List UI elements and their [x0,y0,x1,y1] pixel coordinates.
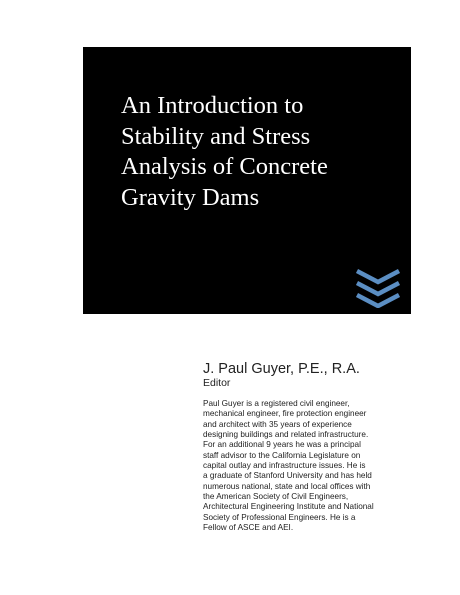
triple-chevron-down-icon [355,268,401,308]
author-name: J. Paul Guyer, P.E., R.A. [203,361,360,377]
bio-line: Society of Professional Engineers. He is a [203,512,356,522]
bio-line: capital outlay and infrastructure issues. He is [203,461,366,471]
title-line: Gravity Dams [121,183,260,211]
book-title [121,91,401,213]
bio-line: Architectural Engineering Institute and National [203,502,374,512]
cover-panel [83,47,411,314]
bio-line: staff advisor to the California Legislature on [203,450,361,460]
title-line: Analysis of Concrete [121,153,328,180]
bio-line: mechanical engineer, fire protection engineer [203,409,367,419]
author-bio [203,399,418,533]
author-role: Editor [203,377,231,389]
bio-line: numerous national, state and local offices with [203,481,371,491]
title-line: An Introduction to [121,92,304,119]
bio-line: Fellow of ASCE and AEI. [203,523,294,533]
title-line: Stability and Stress [121,122,311,150]
bio-line: a graduate of Stanford University and has held [203,471,372,481]
bio-line: For an additional 9 years he was a principal [203,440,361,450]
bio-line: the American Society of Civil Engineers, [203,492,349,502]
bio-line: Paul Guyer is a registered civil engineer, [203,399,350,408]
bio-line: designing buildings and related infrastructure. [203,430,369,440]
bio-line: and architect with 35 years of experience [203,419,352,429]
